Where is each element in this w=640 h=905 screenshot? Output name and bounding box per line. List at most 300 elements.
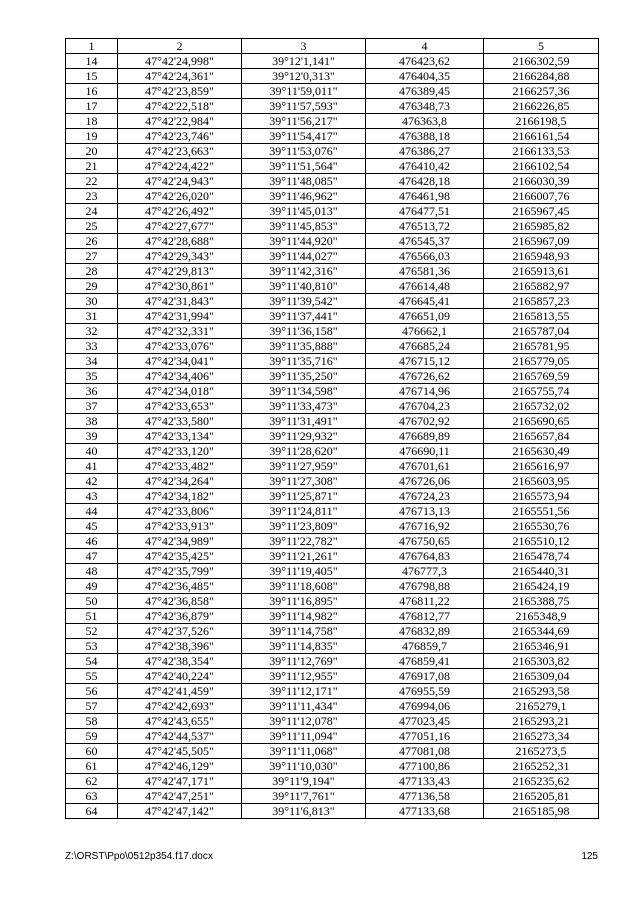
cell-x: 476724,23	[366, 489, 484, 504]
cell-point-number: 62	[66, 774, 118, 789]
cell-y: 2166257,36	[484, 84, 599, 99]
cell-latitude: 47°42'40,224"	[118, 669, 242, 684]
cell-y: 2166284,88	[484, 69, 599, 84]
cell-x: 476690,11	[366, 444, 484, 459]
cell-x: 476689,89	[366, 429, 484, 444]
cell-longitude: 39°11'10,030"	[242, 759, 366, 774]
table-row	[66, 234, 599, 249]
cell-point-number: 18	[66, 114, 118, 129]
table-row	[66, 354, 599, 369]
cell-x: 476404,35	[366, 69, 484, 84]
cell-latitude: 47°42'29,343"	[118, 249, 242, 264]
cell-point-number: 42	[66, 474, 118, 489]
table-row	[66, 54, 599, 69]
cell-longitude: 39°11'39,542"	[242, 294, 366, 309]
cell-latitude: 47°42'42,693"	[118, 699, 242, 714]
cell-x: 476994,06	[366, 699, 484, 714]
cell-y: 2165293,58	[484, 684, 599, 699]
cell-point-number: 34	[66, 354, 118, 369]
table-row	[66, 69, 599, 84]
cell-y: 2166161,54	[484, 129, 599, 144]
cell-x: 476363,8	[366, 114, 484, 129]
cell-longitude: 39°11'54,417"	[242, 129, 366, 144]
cell-longitude: 39°11'14,835"	[242, 639, 366, 654]
cell-y: 2165882,97	[484, 279, 599, 294]
cell-point-number: 26	[66, 234, 118, 249]
cell-longitude: 39°11'45,853"	[242, 219, 366, 234]
cell-latitude: 47°42'24,943"	[118, 174, 242, 189]
cell-longitude: 39°11'11,434"	[242, 699, 366, 714]
cell-point-number: 54	[66, 654, 118, 669]
cell-point-number: 53	[66, 639, 118, 654]
cell-latitude: 47°42'34,406"	[118, 369, 242, 384]
cell-y: 2166007,76	[484, 189, 599, 204]
cell-point-number: 41	[66, 459, 118, 474]
cell-latitude: 47°42'45,505"	[118, 744, 242, 759]
cell-point-number: 28	[66, 264, 118, 279]
table-row	[66, 249, 599, 264]
cell-longitude: 39°11'44,920"	[242, 234, 366, 249]
table-row	[66, 474, 599, 489]
table-row	[66, 384, 599, 399]
table-row	[66, 429, 599, 444]
cell-x: 476477,51	[366, 204, 484, 219]
cell-latitude: 47°42'46,129"	[118, 759, 242, 774]
cell-x: 476701,61	[366, 459, 484, 474]
cell-longitude: 39°11'35,716"	[242, 354, 366, 369]
cell-longitude: 39°11'12,955"	[242, 669, 366, 684]
cell-longitude: 39°11'24,811"	[242, 504, 366, 519]
header-cell-latitude: 2	[118, 39, 242, 54]
cell-longitude: 39°11'44,027"	[242, 249, 366, 264]
cell-y: 2165388,75	[484, 594, 599, 609]
cell-y: 2165690,65	[484, 414, 599, 429]
cell-point-number: 23	[66, 189, 118, 204]
cell-point-number: 39	[66, 429, 118, 444]
cell-x: 476859,41	[366, 654, 484, 669]
cell-x: 476777,3	[366, 564, 484, 579]
cell-latitude: 47°42'36,879"	[118, 609, 242, 624]
cell-latitude: 47°42'27,677"	[118, 219, 242, 234]
cell-point-number: 22	[66, 174, 118, 189]
cell-x: 476581,36	[366, 264, 484, 279]
cell-y: 2166226,85	[484, 99, 599, 114]
cell-point-number: 60	[66, 744, 118, 759]
cell-latitude: 47°42'36,858"	[118, 594, 242, 609]
cell-x: 476614,48	[366, 279, 484, 294]
cell-longitude: 39°11'27,959"	[242, 459, 366, 474]
cell-point-number: 35	[66, 369, 118, 384]
cell-y: 2165913,61	[484, 264, 599, 279]
cell-longitude: 39°11'35,888"	[242, 339, 366, 354]
cell-x: 476348,73	[366, 99, 484, 114]
cell-longitude: 39°11'29,932"	[242, 429, 366, 444]
cell-latitude: 47°42'34,041"	[118, 354, 242, 369]
cell-point-number: 16	[66, 84, 118, 99]
coordinates-table	[65, 38, 599, 819]
cell-longitude: 39°11'14,982"	[242, 609, 366, 624]
cell-x: 476702,92	[366, 414, 484, 429]
table-row	[66, 189, 599, 204]
cell-latitude: 47°42'24,422"	[118, 159, 242, 174]
cell-point-number: 19	[66, 129, 118, 144]
cell-x: 477136,58	[366, 789, 484, 804]
table-row	[66, 519, 599, 534]
cell-point-number: 47	[66, 549, 118, 564]
table-row	[66, 699, 599, 714]
cell-x: 476428,18	[366, 174, 484, 189]
cell-point-number: 45	[66, 519, 118, 534]
cell-y: 2166198,5	[484, 114, 599, 129]
cell-longitude: 39°11'33,473"	[242, 399, 366, 414]
cell-x: 476388,18	[366, 129, 484, 144]
cell-longitude: 39°11'19,405"	[242, 564, 366, 579]
cell-y: 2165346,91	[484, 639, 599, 654]
cell-latitude: 47°42'34,264"	[118, 474, 242, 489]
footer-page-number: 125	[581, 851, 598, 862]
cell-point-number: 43	[66, 489, 118, 504]
table-row	[66, 84, 599, 99]
cell-point-number: 27	[66, 249, 118, 264]
cell-y: 2165948,93	[484, 249, 599, 264]
table-row	[66, 549, 599, 564]
cell-latitude: 47°42'36,485"	[118, 579, 242, 594]
cell-point-number: 30	[66, 294, 118, 309]
table-row	[66, 414, 599, 429]
cell-latitude: 47°42'35,425"	[118, 549, 242, 564]
cell-longitude: 39°11'57,593"	[242, 99, 366, 114]
cell-longitude: 39°11'51,564"	[242, 159, 366, 174]
cell-y: 2165967,09	[484, 234, 599, 249]
cell-longitude: 39°11'25,871"	[242, 489, 366, 504]
cell-latitude: 47°42'23,746"	[118, 129, 242, 144]
table-row	[66, 339, 599, 354]
cell-point-number: 46	[66, 534, 118, 549]
header-cell-y: 5	[484, 39, 599, 54]
cell-y: 2165348,9	[484, 609, 599, 624]
table-row	[66, 279, 599, 294]
cell-point-number: 52	[66, 624, 118, 639]
cell-y: 2165273,5	[484, 744, 599, 759]
cell-longitude: 39°11'7,761"	[242, 789, 366, 804]
cell-y: 2165857,23	[484, 294, 599, 309]
table-row	[66, 129, 599, 144]
cell-x: 477051,16	[366, 729, 484, 744]
cell-y: 2165510,12	[484, 534, 599, 549]
table-row	[66, 594, 599, 609]
cell-y: 2166302,59	[484, 54, 599, 69]
cell-point-number: 14	[66, 54, 118, 69]
cell-longitude: 39°11'46,962"	[242, 189, 366, 204]
cell-longitude: 39°11'28,620"	[242, 444, 366, 459]
table-row	[66, 729, 599, 744]
cell-point-number: 32	[66, 324, 118, 339]
cell-latitude: 47°42'35,799"	[118, 564, 242, 579]
cell-latitude: 47°42'26,492"	[118, 204, 242, 219]
cell-latitude: 47°42'33,913"	[118, 519, 242, 534]
cell-y: 2165657,84	[484, 429, 599, 444]
cell-x: 476386,27	[366, 144, 484, 159]
table-row	[66, 144, 599, 159]
cell-point-number: 50	[66, 594, 118, 609]
cell-y: 2165478,74	[484, 549, 599, 564]
cell-point-number: 58	[66, 714, 118, 729]
header-cell-x: 4	[366, 39, 484, 54]
cell-y: 2165303,82	[484, 654, 599, 669]
cell-x: 476750,65	[366, 534, 484, 549]
cell-x: 476714,96	[366, 384, 484, 399]
cell-longitude: 39°11'11,068"	[242, 744, 366, 759]
cell-point-number: 59	[66, 729, 118, 744]
cell-latitude: 47°42'22,518"	[118, 99, 242, 114]
table-row	[66, 459, 599, 474]
cell-y: 2165616,97	[484, 459, 599, 474]
cell-longitude: 39°11'45,013"	[242, 204, 366, 219]
cell-point-number: 36	[66, 384, 118, 399]
cell-latitude: 47°42'32,331"	[118, 324, 242, 339]
cell-x: 476955,59	[366, 684, 484, 699]
cell-longitude: 39°12'1,141"	[242, 54, 366, 69]
table-row	[66, 624, 599, 639]
cell-point-number: 31	[66, 309, 118, 324]
cell-longitude: 39°11'14,758"	[242, 624, 366, 639]
cell-longitude: 39°11'40,810"	[242, 279, 366, 294]
cell-x: 476811,22	[366, 594, 484, 609]
cell-latitude: 47°42'38,354"	[118, 654, 242, 669]
cell-x: 476812,77	[366, 609, 484, 624]
table-row	[66, 774, 599, 789]
table-row	[66, 564, 599, 579]
cell-latitude: 47°42'33,076"	[118, 339, 242, 354]
cell-longitude: 39°11'12,171"	[242, 684, 366, 699]
table-row	[66, 534, 599, 549]
cell-latitude: 47°42'33,580"	[118, 414, 242, 429]
cell-latitude: 47°42'33,134"	[118, 429, 242, 444]
cell-x: 476764,83	[366, 549, 484, 564]
table-row	[66, 204, 599, 219]
table-row	[66, 159, 599, 174]
cell-latitude: 47°42'41,459"	[118, 684, 242, 699]
table-row	[66, 489, 599, 504]
table-row	[66, 369, 599, 384]
table-row	[66, 444, 599, 459]
cell-latitude: 47°42'24,998"	[118, 54, 242, 69]
cell-y: 2165781,95	[484, 339, 599, 354]
cell-latitude: 47°42'34,018"	[118, 384, 242, 399]
cell-x: 476545,37	[366, 234, 484, 249]
cell-point-number: 44	[66, 504, 118, 519]
cell-longitude: 39°11'37,441"	[242, 309, 366, 324]
cell-point-number: 64	[66, 804, 118, 819]
cell-longitude: 39°11'23,809"	[242, 519, 366, 534]
cell-x: 476715,12	[366, 354, 484, 369]
cell-y: 2165424,19	[484, 579, 599, 594]
cell-longitude: 39°11'6,813"	[242, 804, 366, 819]
cell-longitude: 39°11'21,261"	[242, 549, 366, 564]
cell-y: 2165293,21	[484, 714, 599, 729]
cell-longitude: 39°11'9,194"	[242, 774, 366, 789]
cell-x: 476917,08	[366, 669, 484, 684]
cell-y: 2166133,53	[484, 144, 599, 159]
cell-latitude: 47°42'34,182"	[118, 489, 242, 504]
cell-x: 476685,24	[366, 339, 484, 354]
cell-longitude: 39°11'48,085"	[242, 174, 366, 189]
header-row	[66, 39, 599, 54]
table-body	[66, 54, 599, 819]
cell-longitude: 39°11'22,782"	[242, 534, 366, 549]
cell-longitude: 39°11'59,011"	[242, 84, 366, 99]
cell-latitude: 47°42'28,688"	[118, 234, 242, 249]
cell-x: 476566,03	[366, 249, 484, 264]
cell-y: 2165530,76	[484, 519, 599, 534]
cell-y: 2165813,55	[484, 309, 599, 324]
table-row	[66, 669, 599, 684]
cell-y: 2165279,1	[484, 699, 599, 714]
cell-latitude: 47°42'47,251"	[118, 789, 242, 804]
cell-x: 476651,09	[366, 309, 484, 324]
cell-longitude: 39°11'56,217"	[242, 114, 366, 129]
cell-point-number: 57	[66, 699, 118, 714]
table-row	[66, 504, 599, 519]
cell-x: 476859,7	[366, 639, 484, 654]
cell-longitude: 39°11'27,308"	[242, 474, 366, 489]
cell-longitude: 39°11'31,491"	[242, 414, 366, 429]
cell-latitude: 47°42'23,663"	[118, 144, 242, 159]
cell-x: 476513,72	[366, 219, 484, 234]
footer-file-path: Z:\ORST\Ppo\0512p354.f17.docx	[65, 851, 213, 862]
cell-point-number: 21	[66, 159, 118, 174]
cell-latitude: 47°42'33,482"	[118, 459, 242, 474]
cell-x: 476662,1	[366, 324, 484, 339]
cell-latitude: 47°42'37,526"	[118, 624, 242, 639]
cell-y: 2165732,02	[484, 399, 599, 414]
table-header	[66, 39, 599, 54]
cell-x: 476726,06	[366, 474, 484, 489]
table-row	[66, 219, 599, 234]
cell-point-number: 61	[66, 759, 118, 774]
cell-x: 477023,45	[366, 714, 484, 729]
table-row	[66, 324, 599, 339]
cell-point-number: 29	[66, 279, 118, 294]
cell-x: 476704,23	[366, 399, 484, 414]
cell-x: 477133,43	[366, 774, 484, 789]
cell-latitude: 47°42'33,653"	[118, 399, 242, 414]
cell-latitude: 47°42'31,994"	[118, 309, 242, 324]
cell-x: 477100,86	[366, 759, 484, 774]
table-row	[66, 399, 599, 414]
cell-latitude: 47°42'29,813"	[118, 264, 242, 279]
table-row	[66, 789, 599, 804]
table-row	[66, 309, 599, 324]
cell-point-number: 49	[66, 579, 118, 594]
cell-y: 2165551,56	[484, 504, 599, 519]
cell-latitude: 47°42'47,142"	[118, 804, 242, 819]
table-row	[66, 714, 599, 729]
cell-point-number: 56	[66, 684, 118, 699]
cell-latitude: 47°42'44,537"	[118, 729, 242, 744]
cell-point-number: 38	[66, 414, 118, 429]
cell-longitude: 39°11'11,094"	[242, 729, 366, 744]
table-row	[66, 684, 599, 699]
cell-point-number: 24	[66, 204, 118, 219]
cell-x: 476832,89	[366, 624, 484, 639]
cell-y: 2165630,49	[484, 444, 599, 459]
cell-point-number: 15	[66, 69, 118, 84]
cell-y: 2165967,45	[484, 204, 599, 219]
cell-x: 476461,98	[366, 189, 484, 204]
cell-longitude: 39°12'0,313"	[242, 69, 366, 84]
cell-point-number: 40	[66, 444, 118, 459]
cell-latitude: 47°42'31,843"	[118, 294, 242, 309]
cell-point-number: 25	[66, 219, 118, 234]
cell-y: 2165235,62	[484, 774, 599, 789]
cell-point-number: 51	[66, 609, 118, 624]
cell-longitude: 39°11'36,158"	[242, 324, 366, 339]
cell-x: 476798,88	[366, 579, 484, 594]
cell-latitude: 47°42'43,655"	[118, 714, 242, 729]
table-row	[66, 174, 599, 189]
cell-point-number: 33	[66, 339, 118, 354]
cell-x: 477081,08	[366, 744, 484, 759]
cell-y: 2165309,04	[484, 669, 599, 684]
cell-x: 477133,68	[366, 804, 484, 819]
cell-y: 2165573,94	[484, 489, 599, 504]
cell-y: 2165344,69	[484, 624, 599, 639]
cell-longitude: 39°11'42,316"	[242, 264, 366, 279]
cell-latitude: 47°42'26,020"	[118, 189, 242, 204]
header-cell-point-number: 1	[66, 39, 118, 54]
cell-latitude: 47°42'33,806"	[118, 504, 242, 519]
header-cell-longitude: 3	[242, 39, 366, 54]
cell-latitude: 47°42'24,361"	[118, 69, 242, 84]
cell-y: 2165779,05	[484, 354, 599, 369]
cell-longitude: 39°11'34,598"	[242, 384, 366, 399]
table-row	[66, 579, 599, 594]
cell-y: 2165252,31	[484, 759, 599, 774]
cell-x: 476389,45	[366, 84, 484, 99]
cell-point-number: 55	[66, 669, 118, 684]
table-row	[66, 759, 599, 774]
cell-longitude: 39°11'53,076"	[242, 144, 366, 159]
cell-y: 2165185,98	[484, 804, 599, 819]
cell-point-number: 63	[66, 789, 118, 804]
table-row	[66, 114, 599, 129]
cell-latitude: 47°42'34,989"	[118, 534, 242, 549]
cell-x: 476645,41	[366, 294, 484, 309]
cell-y: 2165603,95	[484, 474, 599, 489]
cell-point-number: 20	[66, 144, 118, 159]
table-row	[66, 294, 599, 309]
cell-y: 2166030,39	[484, 174, 599, 189]
cell-longitude: 39°11'16,895"	[242, 594, 366, 609]
table-row	[66, 609, 599, 624]
cell-latitude: 47°42'30,861"	[118, 279, 242, 294]
cell-y: 2165205,81	[484, 789, 599, 804]
cell-x: 476726,62	[366, 369, 484, 384]
cell-y: 2165787,04	[484, 324, 599, 339]
table-row	[66, 654, 599, 669]
cell-point-number: 37	[66, 399, 118, 414]
table-row	[66, 264, 599, 279]
cell-latitude: 47°42'38,396"	[118, 639, 242, 654]
cell-y: 2165440,31	[484, 564, 599, 579]
cell-longitude: 39°11'12,769"	[242, 654, 366, 669]
cell-y: 2165985,82	[484, 219, 599, 234]
cell-x: 476410,42	[366, 159, 484, 174]
cell-x: 476713,13	[366, 504, 484, 519]
cell-point-number: 17	[66, 99, 118, 114]
cell-longitude: 39°11'12,078"	[242, 714, 366, 729]
